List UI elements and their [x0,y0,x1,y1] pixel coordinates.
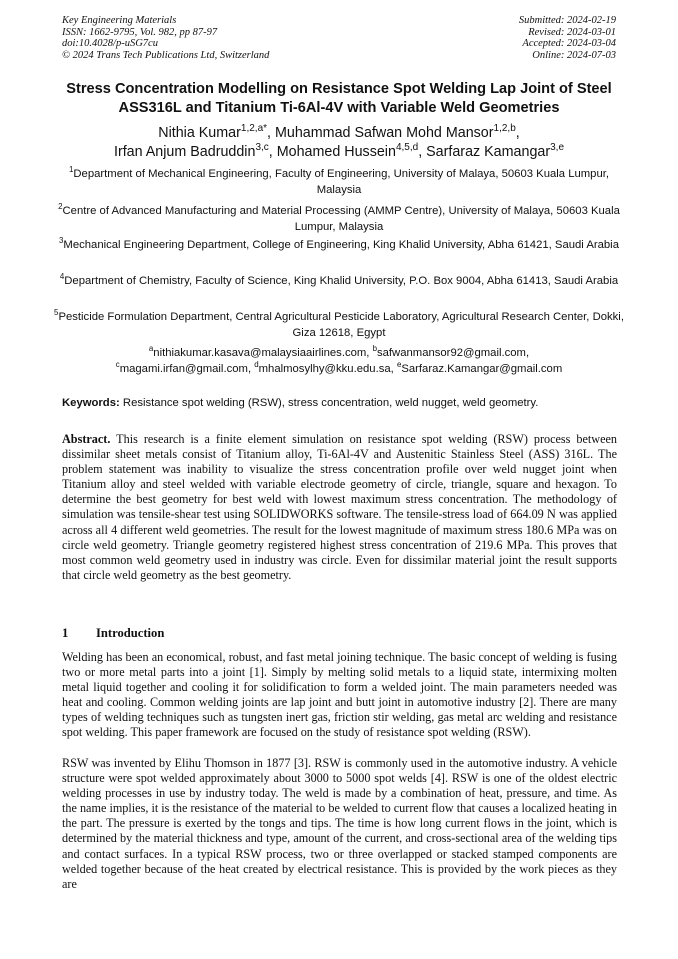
author: Nithia Kumar$^{1,2,a*}$, [158,123,275,141]
keywords-text: Resistance spot welding (RSW), stress concentration, weld nugget, weld geometry. [122,397,539,409]
keywords-label: Keywords: [62,397,120,409]
submission-dates [519,15,616,61]
author: Mohamed Hussein$^{4,5,d}$, [276,142,427,160]
journal-name: Key Engineering Materials [62,15,177,26]
author: Irfan Anjum Badruddin$^{3,c}$, [113,142,277,160]
date-revised: Revised: 2024-03-01 [528,26,616,38]
body-paragraph: Welding has been an economical, robust, and fast metal joining technique. The basic concept of welding is fusing two or more metal parts into a joint [1]. Simply by melting solid metals to a liquid state, intermixing molten metal liquid together and cooling it for solidification to form a welded joint. The main parameters needed was heat and cooling. Common welding joints are lap joint and butt joint in automotive industry [2]. There are many types of welding techniques such as tungsten inert gas, friction stir welding, gas metal arc welding and resistance spot welding. This paper framework are focused on the study of resistance spot welding (RSW). [62,650,617,740]
section-title: Introduction [96,626,165,640]
affiliation: $^3$Mechanical Engineering Department, College of Engineering, King Khalid University, Abha 61421, Saudi Arabia [59,236,619,251]
abstract-text: This research is a finite element simulation on resistance spot welding (RSW) process between dissimilar sheet metals consist of Titanium alloy, Ti-6Al-4V and Austenitic Stainless Steel (ASS) 316L. The problem statement was inability to visualize the stress concentration profile over weld nugget joint when Titanium alloy and steel welded with variable electrode geometry of circle, triangle, square and hexagon. To determine the best geometry for best weld with lowest maximum stress concentration. The methodology of simulation was tensile-shear test using SOLIDWORKS software. The tensile-stress load of 664.09 N was applied across all 4 different weld geometries. The result for the lowest magnitude of maximum stress 180.6 MPa was on circle weld geometry. Triangle geometry registered highest stress concentration of 219.6 MPa. This proves that most common weld geometry used in industry was circle. Even for dissimilar material joint the result supports that circle weld geometry as the best geometry. [62,432,617,582]
section-number: 1 [62,626,69,640]
author-list [40,124,638,162]
abstract-label: Abstract. [62,432,111,446]
email: $^d$mhalmosylhy@kku.edu.sa, [254,359,397,375]
email-list [52,346,626,377]
date-accepted: Accepted: 2024-03-04 [522,38,616,50]
journal-issn: ISSN: 1662-9795, Vol. 982, pp 87-97 [62,26,218,38]
abstract [62,432,617,583]
author: Muhammad Safwan Mohd Mansor$^{1,2,b}$, [274,123,520,141]
body-paragraph: RSW was invented by Elihu Thomson in 1877 [3]. RSW is commonly used in the automotive industry. A vehicle structure were spot welded approximately about 3000 to 5000 spot welds [4]. RSW is one of the oldest electric welding processes in use by industry today. The weld is made by a combination of heat, pressure, and time. As the name implies, it is the resistance of the material to be welded to current flow that causes a localized heating in the part. The pressure is exerted by the tongs and tips. The time is how long current flows in the joint, which is determined by the material thickness and type, amount of the current, and cross-sectional area of the welding tips and contact surfaces. In a typical RSW process, two or three overlapped or stacked stamped components are welded together because of the heat created by electrical resistance. This is provided by the work pieces as they are [62,756,617,891]
affiliation: $^4$Department of Chemistry, Faculty of Science, King Khalid University, P.O. Box 9004, Abha 61413, Saudi Arabia [59,272,619,287]
section-heading [62,626,164,641]
author: Sarfaraz Kamangar$^{3,e}$ [426,142,565,160]
email: $^e$Sarfaraz.Kamangar@gmail.com [396,359,563,375]
email: $^c$magami.irfan@gmail.com, [115,359,255,375]
keywords [62,396,622,411]
journal-info [62,15,269,61]
affiliation: $^2$Centre of Advanced Manufacturing and Material Processing (AMMP Centre), University of Malaya, 50603 Kuala Lumpur, Malaysia [58,202,620,233]
date-online: Online: 2024-07-03 [532,49,616,61]
paper-title: Stress Concentration Modelling on Resistance Spot Welding Lap Joint of Steel ASS316L and Titanium Ti-6Al-4V with Variable Weld Geometries [66,81,612,116]
affiliation: $^1$Department of Mechanical Engineering, Faculty of Engineering, University of Malaya, 50603 Kuala Lumpur, Malaysia [68,165,610,196]
date-submitted: Submitted: 2024-02-19 [518,15,616,26]
email: $^a$nithiakumar.kasava@malaysiaairlines.com, [148,344,373,359]
email: $^b$safwanmansor92@gmail.com, [372,344,530,359]
journal-doi: doi:10.4028/p-uSG7cu [62,38,158,50]
affiliation: $^5$Pesticide Formulation Department, Central Agricultural Pesticide Laboratory, Agricultural Research Center, Dokki, Giza 12618, Egypt [54,308,624,339]
journal-copyright: © 2024 Trans Tech Publications Ltd, Switzerland [62,49,270,61]
